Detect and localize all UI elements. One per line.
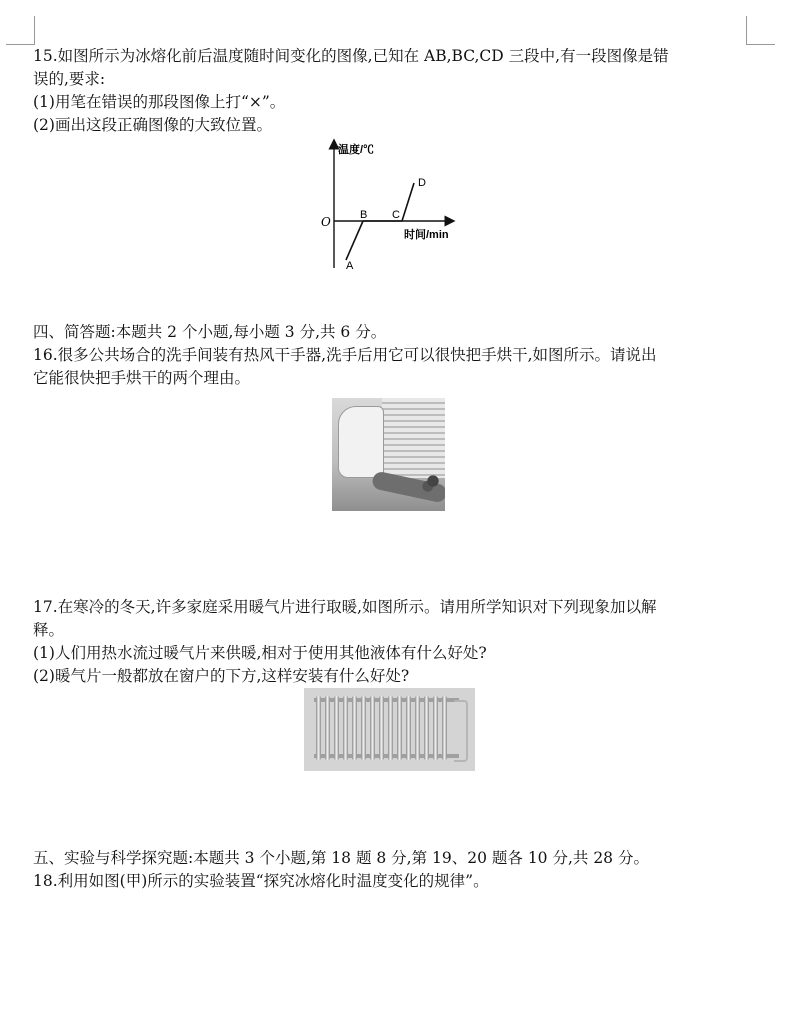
q17-item-1: (1)人们用热水流过暖气片来供暖,相对于使用其他液体有什么好处? (33, 644, 487, 662)
point-c-label: C (392, 209, 400, 221)
q17-stem-line-1: 17.在寒冷的冬天,许多家庭采用暖气片进行取暖,如图所示。请用所学知识对下列现象加以解 (33, 598, 657, 616)
q15-stem-line-1: 15.如图所示为冰熔化前后温度随时间变化的图像,已知在 AB,BC,CD 三段中,有一段图像是错 (33, 47, 669, 65)
q18-stem-line-1: 18.利用如图(甲)所示的实验装置“探究冰熔化时温度变化的规律”。 (33, 872, 489, 890)
point-b-label: B (360, 209, 368, 221)
point-d-label: D (418, 177, 426, 189)
temperature-time-graph (318, 138, 468, 270)
q16-stem-line-1: 16.很多公共场合的洗手间装有热风干手器,洗手后用它可以很快把手烘干,如图所示。请说出 (33, 346, 657, 364)
x-axis-label: 时间/min (404, 229, 449, 241)
page-corner-mark-top-left (6, 16, 35, 45)
q15-stem-line-2: 误的,要求: (33, 70, 106, 88)
radiator-photo (304, 688, 475, 771)
q16-stem-line-2: 它能很快把手烘干的两个理由。 (33, 369, 251, 387)
point-a-label: A (346, 260, 354, 270)
origin-label: O (321, 215, 331, 229)
q15-item-2: (2)画出这段正确图像的大致位置。 (33, 116, 272, 134)
section-5-title: 五、实验与科学探究题:本题共 3 个小题,第 18 题 8 分,第 19、20 题各 10 分,共 28 分。 (33, 849, 649, 867)
hand-dryer-photo (332, 398, 445, 511)
q17-stem-line-2: 释。 (33, 621, 65, 639)
q17-item-2: (2)暖气片一般都放在窗户的下方,这样安装有什么好处? (33, 667, 410, 685)
section-4-title: 四、简答题:本题共 2 个小题,每小题 3 分,共 6 分。 (33, 323, 387, 341)
segment-cd (402, 183, 414, 221)
y-axis-label: 温度/℃ (338, 144, 375, 156)
segment-ab (346, 221, 363, 260)
page-corner-mark-top-right (746, 16, 775, 45)
q15-item-1: (1)用笔在错误的那段图像上打“×”。 (33, 93, 286, 111)
